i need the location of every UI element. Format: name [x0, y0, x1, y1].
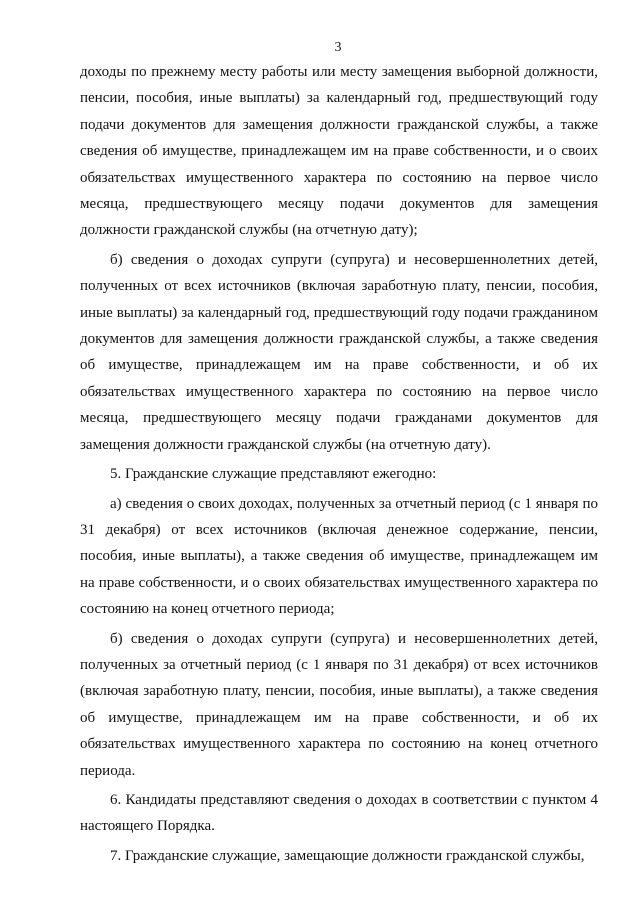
page-number: 3: [334, 40, 342, 55]
paragraph-7: 7. Гражданские служащие, замещающие должности гражданской службы,: [110, 847, 585, 864]
paragraph-5a: а) сведения о своих доходах, полученных за отчетный период (с 1 января по 31 декабря) от всех источников (включая денежное содержание, пенсии, пособия, иные выплаты), а также сведения об имуществе, принадлежащем им на праве собственности, и о своих обязательствах имущественного характера по состоянию на конец отчетного периода;: [80, 495, 598, 618]
paragraph-4b: б) сведения о доходах супруги (супруга) и несовершеннолетних детей, полученных от всех источников (включая заработную плату, пенсии, пособия, иные выплаты) за календарный год, предшествующий году подачи гражданином документов для замещения должности гражданской службы, а также сведения об имуществе, принадлежащем им на праве собственности, и об их обязательствах имущественного характера по состоянию на первое число месяца, предшествующего месяцу подачи гражданами документов для замещения должности гражданской службы (на отчетную дату).: [80, 251, 598, 453]
paragraph-continuation: доходы по прежнему месту работы или месту замещения выборной должности, пенсии, пособия, иные выплаты) за календарный год, предшествующий году подачи документов для замещения должности гражданской службы, а также сведения об имуществе, принадлежащем им на праве собственности, и о своих обязательствах имущественного характера по состоянию на первое число месяца, предшествующего месяцу подачи документов для замещения должности гражданской службы (на отчетную дату);: [80, 64, 598, 239]
document-body: [80, 59, 598, 869]
paragraph-6: 6. Кандидаты представляют сведения о доходах в соответствии с пунктом 4 настоящего Порядка.: [80, 791, 598, 835]
paragraph-5: 5. Гражданские служащие представляют ежегодно:: [110, 466, 437, 483]
paragraph-5b: б) сведения о доходах супруги (супруга) и несовершеннолетних детей, полученных за отчетный период (с 1 января по 31 декабря) от всех источников (включая заработную плату, пенсии, пособия, иные выплаты), а также сведения об имуществе, принадлежащем им на праве собственности, и об их обязательствах имущественного характера по состоянию на конец отчетного периода.: [80, 630, 598, 779]
